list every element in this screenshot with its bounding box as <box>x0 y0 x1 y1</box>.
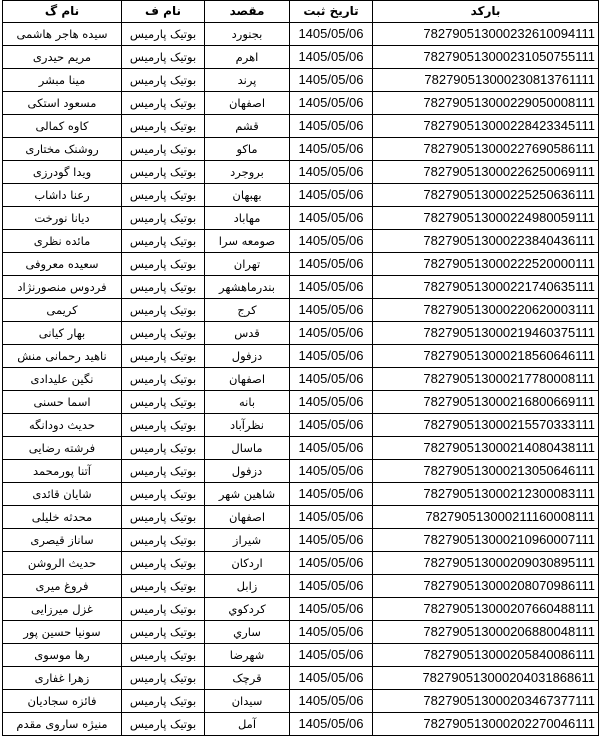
cell-date: 1405/05/06 <box>290 437 373 460</box>
cell-sender: بوتیک پارمیس <box>122 253 205 276</box>
cell-receiver: رعنا داشاب <box>3 184 122 207</box>
table-row <box>3 391 599 414</box>
cell-destination: بانه <box>205 391 290 414</box>
cell-sender: بوتیک پارمیس <box>122 207 205 230</box>
table-row <box>3 138 599 161</box>
cell-date: 1405/05/06 <box>290 575 373 598</box>
cell-destination: ماسال <box>205 437 290 460</box>
cell-date: 1405/05/06 <box>290 713 373 736</box>
cell-date: 1405/05/06 <box>290 69 373 92</box>
cell-barcode: 782790513000224980059111 <box>373 207 599 230</box>
table-row <box>3 253 599 276</box>
cell-sender: بوتیک پارمیس <box>122 690 205 713</box>
cell-sender: بوتیک پارمیس <box>122 552 205 575</box>
header-date: تاریخ ثبت <box>290 1 373 23</box>
cell-receiver: منیژه ساروی مقدم <box>3 713 122 736</box>
cell-destination: تهران <box>205 253 290 276</box>
header-receiver: نام گ <box>3 1 122 23</box>
cell-barcode: 782790513000217780008111 <box>373 368 599 391</box>
cell-sender: بوتیک پارمیس <box>122 483 205 506</box>
table-row <box>3 437 599 460</box>
table-row <box>3 368 599 391</box>
table-row <box>3 230 599 253</box>
cell-date: 1405/05/06 <box>290 276 373 299</box>
cell-date: 1405/05/06 <box>290 598 373 621</box>
cell-destination: دزفول <box>205 345 290 368</box>
table-row <box>3 529 599 552</box>
cell-sender: بوتیک پارمیس <box>122 598 205 621</box>
cell-receiver: ویدا گودرزی <box>3 161 122 184</box>
cell-barcode: 782790513000214080438111 <box>373 437 599 460</box>
cell-date: 1405/05/06 <box>290 552 373 575</box>
table-row <box>3 667 599 690</box>
table-row <box>3 506 599 529</box>
cell-barcode: 782790513000210960007111 <box>373 529 599 552</box>
table-row <box>3 184 599 207</box>
cell-receiver: زهرا غفاری <box>3 667 122 690</box>
cell-barcode: 782790513000202270046111 <box>373 713 599 736</box>
cell-sender: بوتیک پارمیس <box>122 529 205 552</box>
cell-sender: بوتیک پارمیس <box>122 161 205 184</box>
table-row <box>3 23 599 46</box>
cell-barcode: 782790513000207660488111 <box>373 598 599 621</box>
cell-destination: ماکو <box>205 138 290 161</box>
cell-receiver: فائزه سجادیان <box>3 690 122 713</box>
cell-destination: اردکان <box>205 552 290 575</box>
cell-destination: اصفهان <box>205 368 290 391</box>
table-row <box>3 690 599 713</box>
table-row <box>3 46 599 69</box>
cell-date: 1405/05/06 <box>290 460 373 483</box>
cell-receiver: مائده نظری <box>3 230 122 253</box>
cell-sender: بوتیک پارمیس <box>122 713 205 736</box>
cell-receiver: ساناز قیصری <box>3 529 122 552</box>
cell-sender: بوتیک پارمیس <box>122 115 205 138</box>
table-row <box>3 483 599 506</box>
cell-date: 1405/05/06 <box>290 690 373 713</box>
cell-receiver: مسعود استکی <box>3 92 122 115</box>
table-row <box>3 92 599 115</box>
cell-sender: بوتیک پارمیس <box>122 368 205 391</box>
cell-barcode: 782790513000231050755111 <box>373 46 599 69</box>
cell-destination: زابل <box>205 575 290 598</box>
table-row <box>3 115 599 138</box>
cell-receiver: بهار کیانی <box>3 322 122 345</box>
cell-date: 1405/05/06 <box>290 621 373 644</box>
cell-barcode: 782790513000220620003111 <box>373 299 599 322</box>
table-row <box>3 276 599 299</box>
cell-date: 1405/05/06 <box>290 322 373 345</box>
table-row <box>3 713 599 736</box>
cell-sender: بوتیک پارمیس <box>122 391 205 414</box>
table-row <box>3 299 599 322</box>
cell-date: 1405/05/06 <box>290 230 373 253</box>
cell-destination: بجنورد <box>205 23 290 46</box>
cell-receiver: کریمی <box>3 299 122 322</box>
cell-barcode: 782790513000223840436111 <box>373 230 599 253</box>
cell-destination: شیراز <box>205 529 290 552</box>
cell-sender: بوتیک پارمیس <box>122 644 205 667</box>
cell-destination: دزفول <box>205 460 290 483</box>
cell-destination: ساري <box>205 621 290 644</box>
cell-barcode: 782790513000229050008111 <box>373 92 599 115</box>
cell-destination: آمل <box>205 713 290 736</box>
cell-sender: بوتیک پارمیس <box>122 414 205 437</box>
cell-destination: بروجرد <box>205 161 290 184</box>
cell-sender: بوتیک پارمیس <box>122 92 205 115</box>
table-row <box>3 69 599 92</box>
cell-receiver: سونیا حسین پور <box>3 621 122 644</box>
cell-barcode: 782790513000219460375111 <box>373 322 599 345</box>
cell-sender: بوتیک پارمیس <box>122 184 205 207</box>
cell-receiver: فردوس منصورنژاد <box>3 276 122 299</box>
table-body <box>3 23 599 736</box>
cell-receiver: ناهید رحمانی منش <box>3 345 122 368</box>
cell-destination: کرج <box>205 299 290 322</box>
cell-sender: بوتیک پارمیس <box>122 276 205 299</box>
cell-sender: بوتیک پارمیس <box>122 23 205 46</box>
cell-barcode: 782790513000216800669111 <box>373 391 599 414</box>
header-destination: مقصد <box>205 1 290 23</box>
cell-destination: پرند <box>205 69 290 92</box>
cell-date: 1405/05/06 <box>290 46 373 69</box>
cell-barcode: 782790513000206880048111 <box>373 621 599 644</box>
cell-receiver: شایان قائدی <box>3 483 122 506</box>
cell-barcode: 782790513000218560646111 <box>373 345 599 368</box>
cell-sender: بوتیک پارمیس <box>122 138 205 161</box>
cell-destination: صومعه سرا <box>205 230 290 253</box>
cell-sender: بوتیک پارمیس <box>122 230 205 253</box>
table-row <box>3 322 599 345</box>
cell-sender: بوتیک پارمیس <box>122 299 205 322</box>
cell-receiver: روشنک مختاری <box>3 138 122 161</box>
cell-receiver: حدیث دودانگه <box>3 414 122 437</box>
cell-barcode: 782790513000205840086111 <box>373 644 599 667</box>
cell-destination: مهاباد <box>205 207 290 230</box>
cell-destination: بندرماهشهر <box>205 276 290 299</box>
header-sender: نام ف <box>122 1 205 23</box>
cell-date: 1405/05/06 <box>290 391 373 414</box>
cell-destination: شهرضا <box>205 644 290 667</box>
cell-sender: بوتیک پارمیس <box>122 69 205 92</box>
cell-destination: قشم <box>205 115 290 138</box>
cell-date: 1405/05/06 <box>290 529 373 552</box>
table-row <box>3 552 599 575</box>
cell-date: 1405/05/06 <box>290 161 373 184</box>
cell-destination: بهبهان <box>205 184 290 207</box>
cell-date: 1405/05/06 <box>290 506 373 529</box>
cell-date: 1405/05/06 <box>290 483 373 506</box>
cell-barcode: 782790513000221740635111 <box>373 276 599 299</box>
table-row <box>3 414 599 437</box>
cell-date: 1405/05/06 <box>290 253 373 276</box>
table-row <box>3 161 599 184</box>
cell-date: 1405/05/06 <box>290 644 373 667</box>
cell-barcode: 782790513000225250636111 <box>373 184 599 207</box>
cell-destination: قرچک <box>205 667 290 690</box>
cell-receiver: مریم حیدری <box>3 46 122 69</box>
cell-destination: شاهین شهر <box>205 483 290 506</box>
cell-receiver: حدیث الروشن <box>3 552 122 575</box>
cell-sender: بوتیک پارمیس <box>122 345 205 368</box>
table-row <box>3 621 599 644</box>
cell-sender: بوتیک پارمیس <box>122 46 205 69</box>
cell-date: 1405/05/06 <box>290 138 373 161</box>
cell-destination: سیدان <box>205 690 290 713</box>
cell-sender: بوتیک پارمیس <box>122 667 205 690</box>
cell-date: 1405/05/06 <box>290 368 373 391</box>
cell-barcode: 782790513000222520000111 <box>373 253 599 276</box>
cell-sender: بوتیک پارمیس <box>122 621 205 644</box>
table-row <box>3 345 599 368</box>
cell-barcode: 782790513000232610094111 <box>373 23 599 46</box>
cell-sender: بوتیک پارمیس <box>122 506 205 529</box>
cell-date: 1405/05/06 <box>290 667 373 690</box>
cell-date: 1405/05/06 <box>290 345 373 368</box>
cell-destination: اصفهان <box>205 92 290 115</box>
table-row <box>3 575 599 598</box>
cell-receiver: غزل میرزایی <box>3 598 122 621</box>
header-barcode: بارکد <box>373 1 599 23</box>
cell-receiver: سعیده معروفی <box>3 253 122 276</box>
cell-sender: بوتیک پارمیس <box>122 437 205 460</box>
table-row <box>3 460 599 483</box>
cell-barcode: 782790513000209030895111 <box>373 552 599 575</box>
cell-barcode: 782790513000203467377111 <box>373 690 599 713</box>
cell-receiver: سیده هاجر هاشمی <box>3 23 122 46</box>
cell-receiver: فروغ میری <box>3 575 122 598</box>
cell-receiver: مینا مبشر <box>3 69 122 92</box>
cell-receiver: رها موسوی <box>3 644 122 667</box>
cell-barcode: 782790513000230813761111 <box>373 69 599 92</box>
cell-barcode: 782790513000211160008111 <box>373 506 599 529</box>
cell-barcode: 782790513000204031868611 <box>373 667 599 690</box>
cell-destination: اصفهان <box>205 506 290 529</box>
cell-sender: بوتیک پارمیس <box>122 460 205 483</box>
cell-receiver: اسما حسنی <box>3 391 122 414</box>
cell-receiver: دیانا نورخت <box>3 207 122 230</box>
cell-destination: قدس <box>205 322 290 345</box>
table-row <box>3 644 599 667</box>
cell-sender: بوتیک پارمیس <box>122 322 205 345</box>
cell-barcode: 782790513000226250069111 <box>373 161 599 184</box>
cell-date: 1405/05/06 <box>290 184 373 207</box>
cell-date: 1405/05/06 <box>290 23 373 46</box>
cell-destination: اهرم <box>205 46 290 69</box>
cell-barcode: 782790513000213050646111 <box>373 460 599 483</box>
table-row <box>3 598 599 621</box>
cell-barcode: 782790513000212300083111 <box>373 483 599 506</box>
shipment-table <box>2 0 599 736</box>
cell-receiver: کاوه کمالی <box>3 115 122 138</box>
cell-barcode: 782790513000208070986111 <box>373 575 599 598</box>
cell-destination: نظرآباد <box>205 414 290 437</box>
header-row <box>3 1 599 23</box>
cell-date: 1405/05/06 <box>290 115 373 138</box>
cell-date: 1405/05/06 <box>290 207 373 230</box>
table-row <box>3 207 599 230</box>
cell-date: 1405/05/06 <box>290 92 373 115</box>
cell-date: 1405/05/06 <box>290 414 373 437</box>
cell-date: 1405/05/06 <box>290 299 373 322</box>
cell-destination: کردکوي <box>205 598 290 621</box>
cell-barcode: 782790513000215570333111 <box>373 414 599 437</box>
cell-sender: بوتیک پارمیس <box>122 575 205 598</box>
cell-barcode: 782790513000227690586111 <box>373 138 599 161</box>
cell-receiver: نگین علیدادی <box>3 368 122 391</box>
cell-barcode: 782790513000228423345111 <box>373 115 599 138</box>
cell-receiver: محدثه خلیلی <box>3 506 122 529</box>
cell-receiver: آتنا پورمحمد <box>3 460 122 483</box>
cell-receiver: فرشته رضایی <box>3 437 122 460</box>
